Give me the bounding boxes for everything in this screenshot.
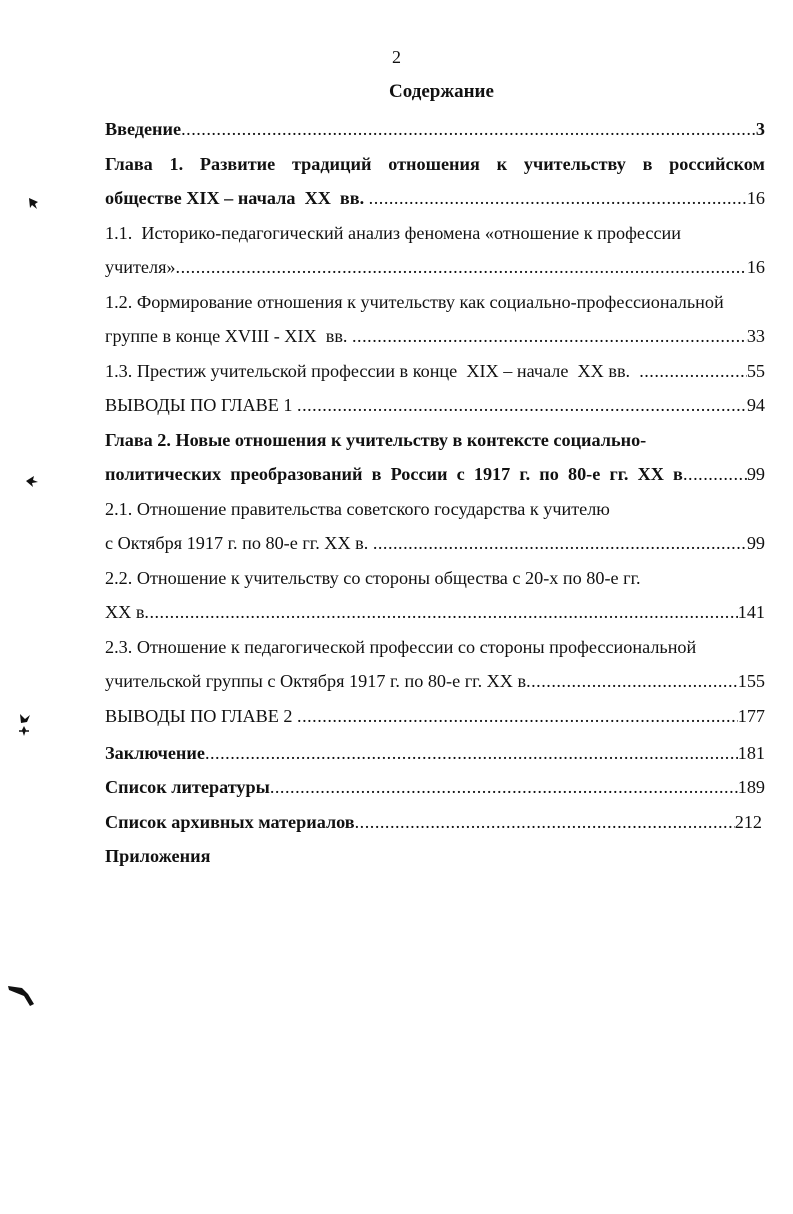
toc-entry-section-1-2-line-2[interactable] [105,319,765,354]
entry-word: к [496,153,508,174]
entry-page-number: 16 [746,188,765,208]
entry-label: с Октября 1917 г. по 80-е гг. XX в. [105,533,373,553]
toc-entry-section-2-3-line-1[interactable]: 2.3. Отношение к педагогической профессии со стороны профессиональной [105,636,697,657]
entry-label: Список литературы [105,777,270,797]
scan-artifact-mark [6,982,36,1008]
entry-label: XX в [105,602,145,622]
entry-word: г. [519,464,531,484]
toc-entry-chapter-2-line-1[interactable]: Глава 2. Новые отношения к учительству в контексте социально- [105,429,647,450]
dot-leader [297,388,747,423]
dot-leader [270,770,738,805]
entry-label: ВЫВОДЫ ПО ГЛАВЕ 1 [105,395,298,415]
toc-entry-chapter-1-conclusions[interactable] [105,388,765,423]
dot-leader [181,112,756,147]
dot-leader [176,250,747,285]
toc-entry-section-2-2-line-2[interactable] [105,595,765,630]
entry-label: Список архивных материалов [105,811,355,832]
entry-word: в [642,153,653,174]
entry-word: России [390,464,448,484]
entry-page-number: 94 [746,395,765,415]
page-number: 2 [392,47,401,67]
entry-label: ВЫВОДЫ ПО ГЛАВЕ 2 [105,705,298,726]
entry-page-number: 212 [734,811,762,832]
entry-label: Заключение [105,742,205,763]
entry-word: в [673,464,683,484]
entry-word: 1. [169,153,184,174]
toc-entry-chapter-1-line-2[interactable] [105,181,765,216]
entry-word: XX [637,464,664,484]
scan-artifact-mark [24,473,40,489]
dot-leader [355,805,735,840]
entry-word: политических [105,464,222,484]
entry-page-number: 3 [755,119,765,139]
table-of-contents [105,112,765,874]
entry-word: российском [669,153,765,174]
toc-entry-section-2-1-line-1[interactable]: 2.1. Отношение правительства советского государства к учителю [105,498,610,519]
dot-leader [369,181,747,216]
dot-leader [373,526,747,561]
toc-entry-section-1-2-line-1[interactable]: 1.2. Формирование отношения к учительству как социально-профессиональной [105,291,724,312]
dot-leader [683,457,747,492]
entry-label: обществе XIX – начала XX вв. [105,188,369,208]
entry-label [105,457,683,492]
scan-artifact-mark [16,712,34,740]
entry-label: группе в конце XVIII - XIX вв. [105,326,352,346]
entry-label: учителя» [105,257,176,277]
toc-title: Содержание [389,81,494,102]
toc-entry-bibliography[interactable] [105,770,765,805]
toc-entry-section-2-1-line-2[interactable] [105,526,765,561]
toc-entry-appendices[interactable]: Приложения [105,846,211,866]
entry-page-number: 189 [737,777,765,797]
scan-artifact-mark [26,196,42,212]
entry-label: 1.3. Престиж учительской профессии в конце XIX – начале XX вв. [105,360,640,381]
dot-leader [639,354,747,389]
entry-page-number: 155 [737,671,765,691]
toc-entry-section-1-1-line-1[interactable]: 1.1. Историко-педагогический анализ феномена «отношение к профессии [105,222,682,243]
entry-word: гг. [609,464,629,484]
toc-entry-section-1-1-line-2[interactable] [105,250,765,285]
entry-page-number: 181 [737,742,765,763]
entry-word: с [456,464,465,484]
entry-page-number: 55 [746,360,765,381]
entry-page-number: 141 [737,602,765,622]
entry-label: Введение [105,119,182,139]
entry-page-number: 33 [746,326,765,346]
entry-word: традиций [291,153,372,174]
dot-leader [352,319,747,354]
entry-word: Развитие [199,153,276,174]
entry-label: учительской группы с Октября 1917 г. по 80-е гг. XX в [105,671,527,691]
dot-leader [205,736,738,771]
toc-entry-conclusion[interactable] [105,736,765,771]
toc-entry-archives[interactable] [105,805,762,840]
entry-page-number: 16 [746,257,765,277]
entry-word: в [371,464,382,484]
toc-entry-section-2-2-line-1[interactable]: 2.2. Отношение к учительству со стороны общества с 20-х по 80-е гг. [105,567,641,588]
toc-entry-section-2-3-line-2[interactable] [105,664,765,699]
entry-word: отношения [388,153,480,174]
toc-entry-chapter-2-line-2[interactable] [105,457,765,492]
entry-page-number: 177 [737,705,765,726]
toc-entry-chapter-1-line-1[interactable] [105,147,765,182]
entry-word: преобразований [230,464,363,484]
toc-entry-section-1-3[interactable] [105,354,765,389]
entry-word: 80-е [567,464,601,484]
entry-word: учительству [523,153,626,174]
dot-leader [526,664,738,699]
entry-page-number: 99 [746,533,765,553]
entry-word: 1917 [473,464,511,484]
entry-word: по [539,464,559,484]
dot-leader [297,699,738,734]
toc-entry-introduction[interactable] [105,112,765,147]
entry-page-number: 99 [746,464,765,484]
dot-leader [144,595,737,630]
toc-entry-chapter-2-conclusions[interactable] [105,699,765,734]
entry-word: Глава [105,153,153,174]
